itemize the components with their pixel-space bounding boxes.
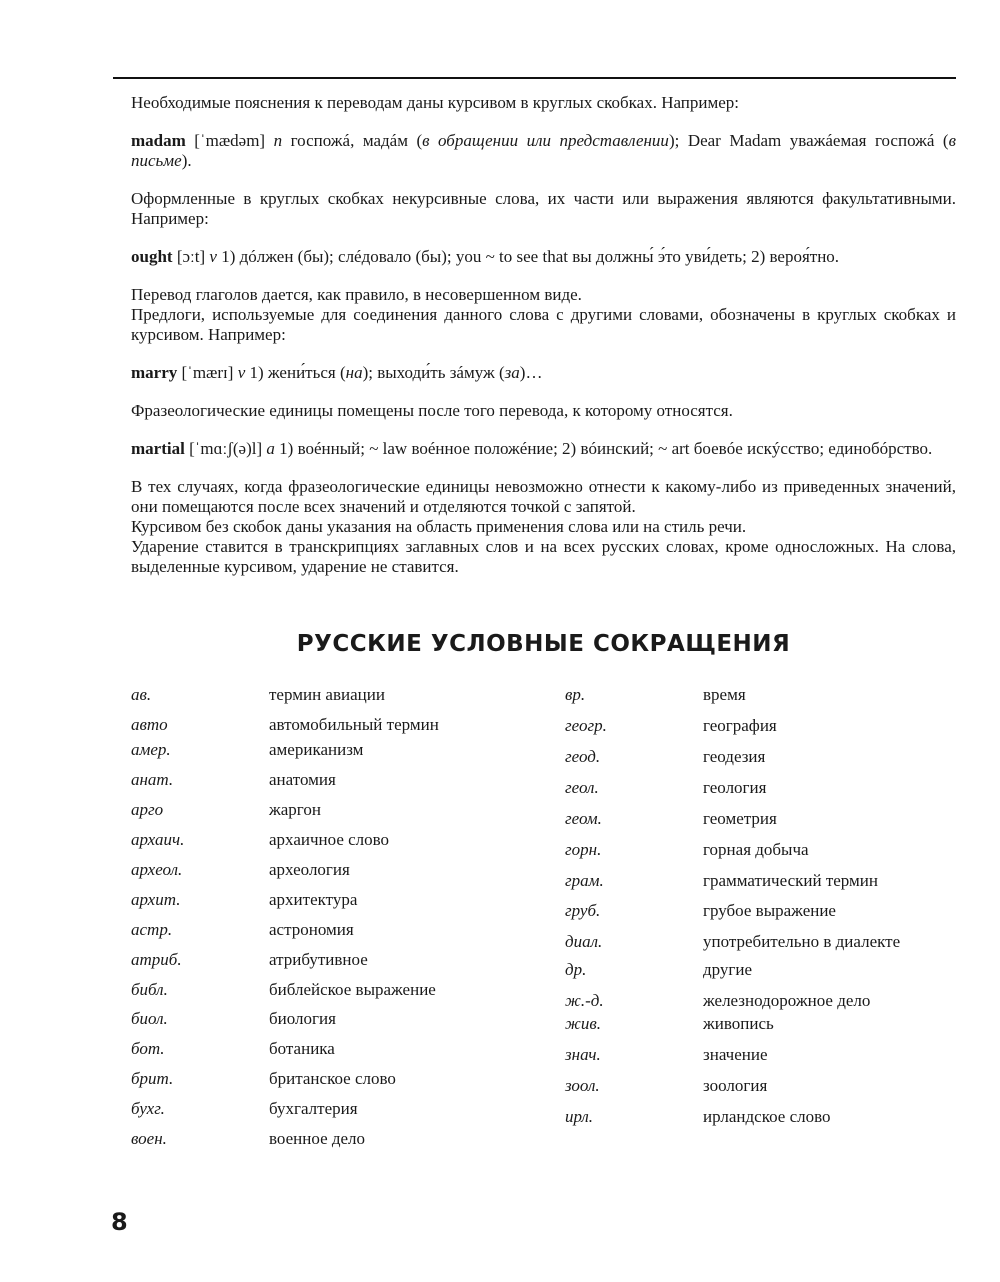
abbreviation: авто: [131, 715, 168, 734]
abbreviation: вр.: [565, 685, 586, 704]
definition-text: госпожá, мадáм (: [290, 131, 423, 150]
part-of-speech: v: [237, 363, 246, 382]
definition-text: 1) воéнный; ~ law воéнное положéние; 2) вóинский; ~ art боевóе искýсство; единобóрство.: [279, 439, 933, 458]
abbreviation-meaning: употребительно в диалекте: [703, 932, 901, 951]
abbreviation: грам.: [565, 871, 604, 890]
abbreviation: ав.: [131, 685, 152, 704]
example-entry-madam: [131, 131, 956, 171]
abbreviation-meaning: живопись: [703, 1014, 774, 1033]
abbreviation-meaning: грубое выражение: [703, 901, 836, 920]
abbreviation: брит.: [131, 1069, 174, 1088]
abbreviation: геол.: [565, 778, 599, 797]
abbreviation-row: [131, 950, 491, 970]
abbreviation-meaning: военное дело: [269, 1129, 366, 1148]
abbreviation-row: [565, 716, 925, 736]
abbreviation-row: [565, 871, 925, 891]
abbreviation-row: [565, 991, 925, 1011]
abbreviation-row: [131, 1069, 491, 1089]
abbreviation-meaning: значение: [703, 1045, 768, 1064]
abbreviation-meaning: астрономия: [269, 920, 354, 939]
intro-paragraph: Необходимые пояснения к переводам даны курсивом в круглых скобках. Например:: [131, 93, 740, 112]
abbreviation-meaning: горная добыча: [703, 840, 809, 859]
intro-text: [131, 93, 956, 577]
abbreviation: жив.: [565, 1014, 601, 1033]
abbreviation-meaning: биология: [269, 1009, 336, 1028]
abbreviation: воен.: [131, 1129, 167, 1148]
abbreviation-meaning: архаичное слово: [269, 830, 390, 849]
abbreviation-meaning: география: [703, 716, 777, 735]
abbreviation: архит.: [131, 890, 181, 909]
abbreviation-row: [131, 1039, 491, 1059]
abbreviation-row: [565, 778, 925, 798]
abbreviation: бот.: [131, 1039, 165, 1058]
abbreviation: знач.: [565, 1045, 601, 1064]
definition-note: на: [345, 363, 363, 382]
abbreviation-row: [131, 1099, 491, 1119]
intro-paragraph: Фразеологические единицы помещены после того перевода, к которому относятся.: [131, 401, 733, 420]
intro-paragraph: Перевод глаголов дается, как правило, в несовершенном виде.: [131, 285, 582, 304]
intro-paragraph: Предлоги, используемые для соединения данного слова с другими словами, обозначены в круглых скобках и курсивом. Например:: [131, 305, 956, 344]
abbreviations-right-column: [565, 685, 925, 1127]
abbreviation: геогр.: [565, 716, 607, 735]
abbreviation-meaning: грамматический термин: [703, 871, 878, 890]
abbreviation-row: [565, 1107, 925, 1127]
abbreviation-meaning: другие: [703, 960, 753, 979]
abbreviation-row: [131, 980, 491, 1000]
top-rule: [113, 77, 956, 79]
transcription: [ˈmɑːʃ(ə)l]: [189, 439, 263, 458]
abbreviation-row: [565, 960, 925, 980]
abbreviation-row: [565, 1076, 925, 1096]
abbreviation-row: [565, 1045, 925, 1065]
headword: marry: [131, 363, 178, 382]
transcription: [ˈmærɪ]: [181, 363, 234, 382]
page-number: 8: [111, 1208, 128, 1236]
transcription: [ɔːt]: [176, 247, 206, 266]
definition-text: )…: [519, 363, 543, 382]
abbreviation-meaning: археология: [269, 860, 350, 879]
abbreviation: ж.-д.: [565, 991, 604, 1010]
part-of-speech: n: [273, 131, 283, 150]
abbreviation-row: [131, 920, 491, 940]
abbreviation-meaning: атрибутивное: [269, 950, 368, 969]
abbreviation-row: [565, 932, 925, 952]
abbreviation: др.: [565, 960, 587, 979]
abbreviation: груб.: [565, 901, 601, 920]
abbreviation-meaning: архитектура: [269, 890, 358, 909]
abbreviation-meaning: геология: [703, 778, 767, 797]
abbreviation-meaning: автомобильный термин: [269, 715, 439, 734]
abbreviation: амер.: [131, 740, 171, 759]
abbreviation: астр.: [131, 920, 173, 939]
abbreviation: бухг.: [131, 1099, 165, 1118]
abbreviation-row: [565, 685, 925, 705]
abbreviation: архаич.: [131, 830, 185, 849]
headword: ought: [131, 247, 173, 266]
abbreviation: археол.: [131, 860, 183, 879]
abbreviation: диал.: [565, 932, 603, 951]
abbreviation-meaning: железнодорожное дело: [703, 991, 871, 1010]
abbreviation-row: [131, 770, 491, 790]
definition-text: 1) жени́ться (: [249, 363, 346, 382]
section-title: РУССКИЕ УСЛОВНЫЕ СОКРАЩЕНИЯ: [296, 631, 791, 657]
transcription: [ˈmædəm]: [194, 131, 266, 150]
abbreviation: горн.: [565, 840, 602, 859]
abbreviations-left-column: [131, 685, 491, 1149]
abbreviation-row: [131, 740, 491, 760]
abbreviation: геод.: [565, 747, 601, 766]
abbreviation: арго: [131, 800, 164, 819]
abbreviation-meaning: ботаника: [269, 1039, 335, 1058]
abbreviation-row: [131, 890, 491, 910]
abbreviation-meaning: ирландское слово: [703, 1107, 831, 1126]
abbreviation-row: [565, 901, 925, 921]
headword: madam: [131, 131, 186, 150]
definition-text: ); выходи́ть зáмуж (: [362, 363, 505, 382]
abbreviation: библ.: [131, 980, 168, 999]
part-of-speech: a: [266, 439, 275, 458]
abbreviation-meaning: термин авиации: [269, 685, 385, 704]
abbreviation-meaning: американизм: [269, 740, 364, 759]
intro-paragraph: Оформленные в круглых скобках некурсивные слова, их части или выражения являются факультативными. Например:: [131, 189, 956, 228]
abbreviation-meaning: библейское выражение: [269, 980, 436, 999]
definition-note: за: [504, 363, 520, 382]
abbreviation-row: [565, 809, 925, 829]
example-entry-marry: [131, 363, 956, 383]
abbreviation-meaning: геометрия: [703, 809, 777, 828]
intro-paragraph: В тех случаях, когда фразеологические единицы невозможно отнести к какому-либо из приведенных значений, они помещаются после всех значений и отделяются точкой с запятой.: [131, 477, 956, 516]
abbreviation-meaning: бухгалтерия: [269, 1099, 358, 1118]
definition-note: в письме: [131, 131, 956, 170]
abbreviation-row: [131, 800, 491, 820]
abbreviation: атриб.: [131, 950, 182, 969]
abbreviation: зоол.: [565, 1076, 600, 1095]
headword: martial: [131, 439, 185, 458]
abbreviation-meaning: время: [703, 685, 746, 704]
abbreviation-row: [131, 860, 491, 880]
part-of-speech: v: [209, 247, 217, 266]
example-entry-ought: [131, 247, 956, 267]
abbreviation: геом.: [565, 809, 602, 828]
abbreviation-meaning: британское слово: [269, 1069, 396, 1088]
abbreviation-row: [131, 685, 491, 705]
abbreviation-row: [131, 1009, 491, 1029]
abbreviation-meaning: жаргон: [269, 800, 321, 819]
intro-paragraph: Курсивом без скобок даны указания на область применения слова или на стиль речи.: [131, 517, 747, 536]
abbreviation-meaning: анатомия: [269, 770, 336, 789]
abbreviation: анат.: [131, 770, 174, 789]
abbreviation-row: [131, 830, 491, 850]
definition-text: 1) дóлжен (бы); слéдовало (бы); you ~ to see that вы должны́ э́то уви́деть; 2) верoя́тно.: [221, 247, 840, 266]
abbreviation-row: [565, 840, 925, 860]
abbreviation-row: [565, 1014, 925, 1034]
definition-text: ); Dear Madam уважáемая госпожá (: [668, 131, 949, 150]
abbreviation: ирл.: [565, 1107, 594, 1126]
intro-paragraph: Ударение ставится в транскрипциях заглавных слов и на всех русских словах, кроме односложных. На слова, выделенные курсивом, ударение не ставится.: [131, 537, 956, 576]
abbreviation-row: [131, 1129, 491, 1149]
abbreviation-meaning: зоология: [703, 1076, 768, 1095]
abbreviation-meaning: геодезия: [703, 747, 766, 766]
abbreviation-row: [565, 747, 925, 767]
abbreviation-row: [131, 715, 491, 735]
example-entry-martial: [131, 439, 956, 459]
abbreviation: биол.: [131, 1009, 168, 1028]
definition-note: в обращении или представлении: [422, 131, 669, 150]
definition-text: ).: [181, 151, 192, 170]
